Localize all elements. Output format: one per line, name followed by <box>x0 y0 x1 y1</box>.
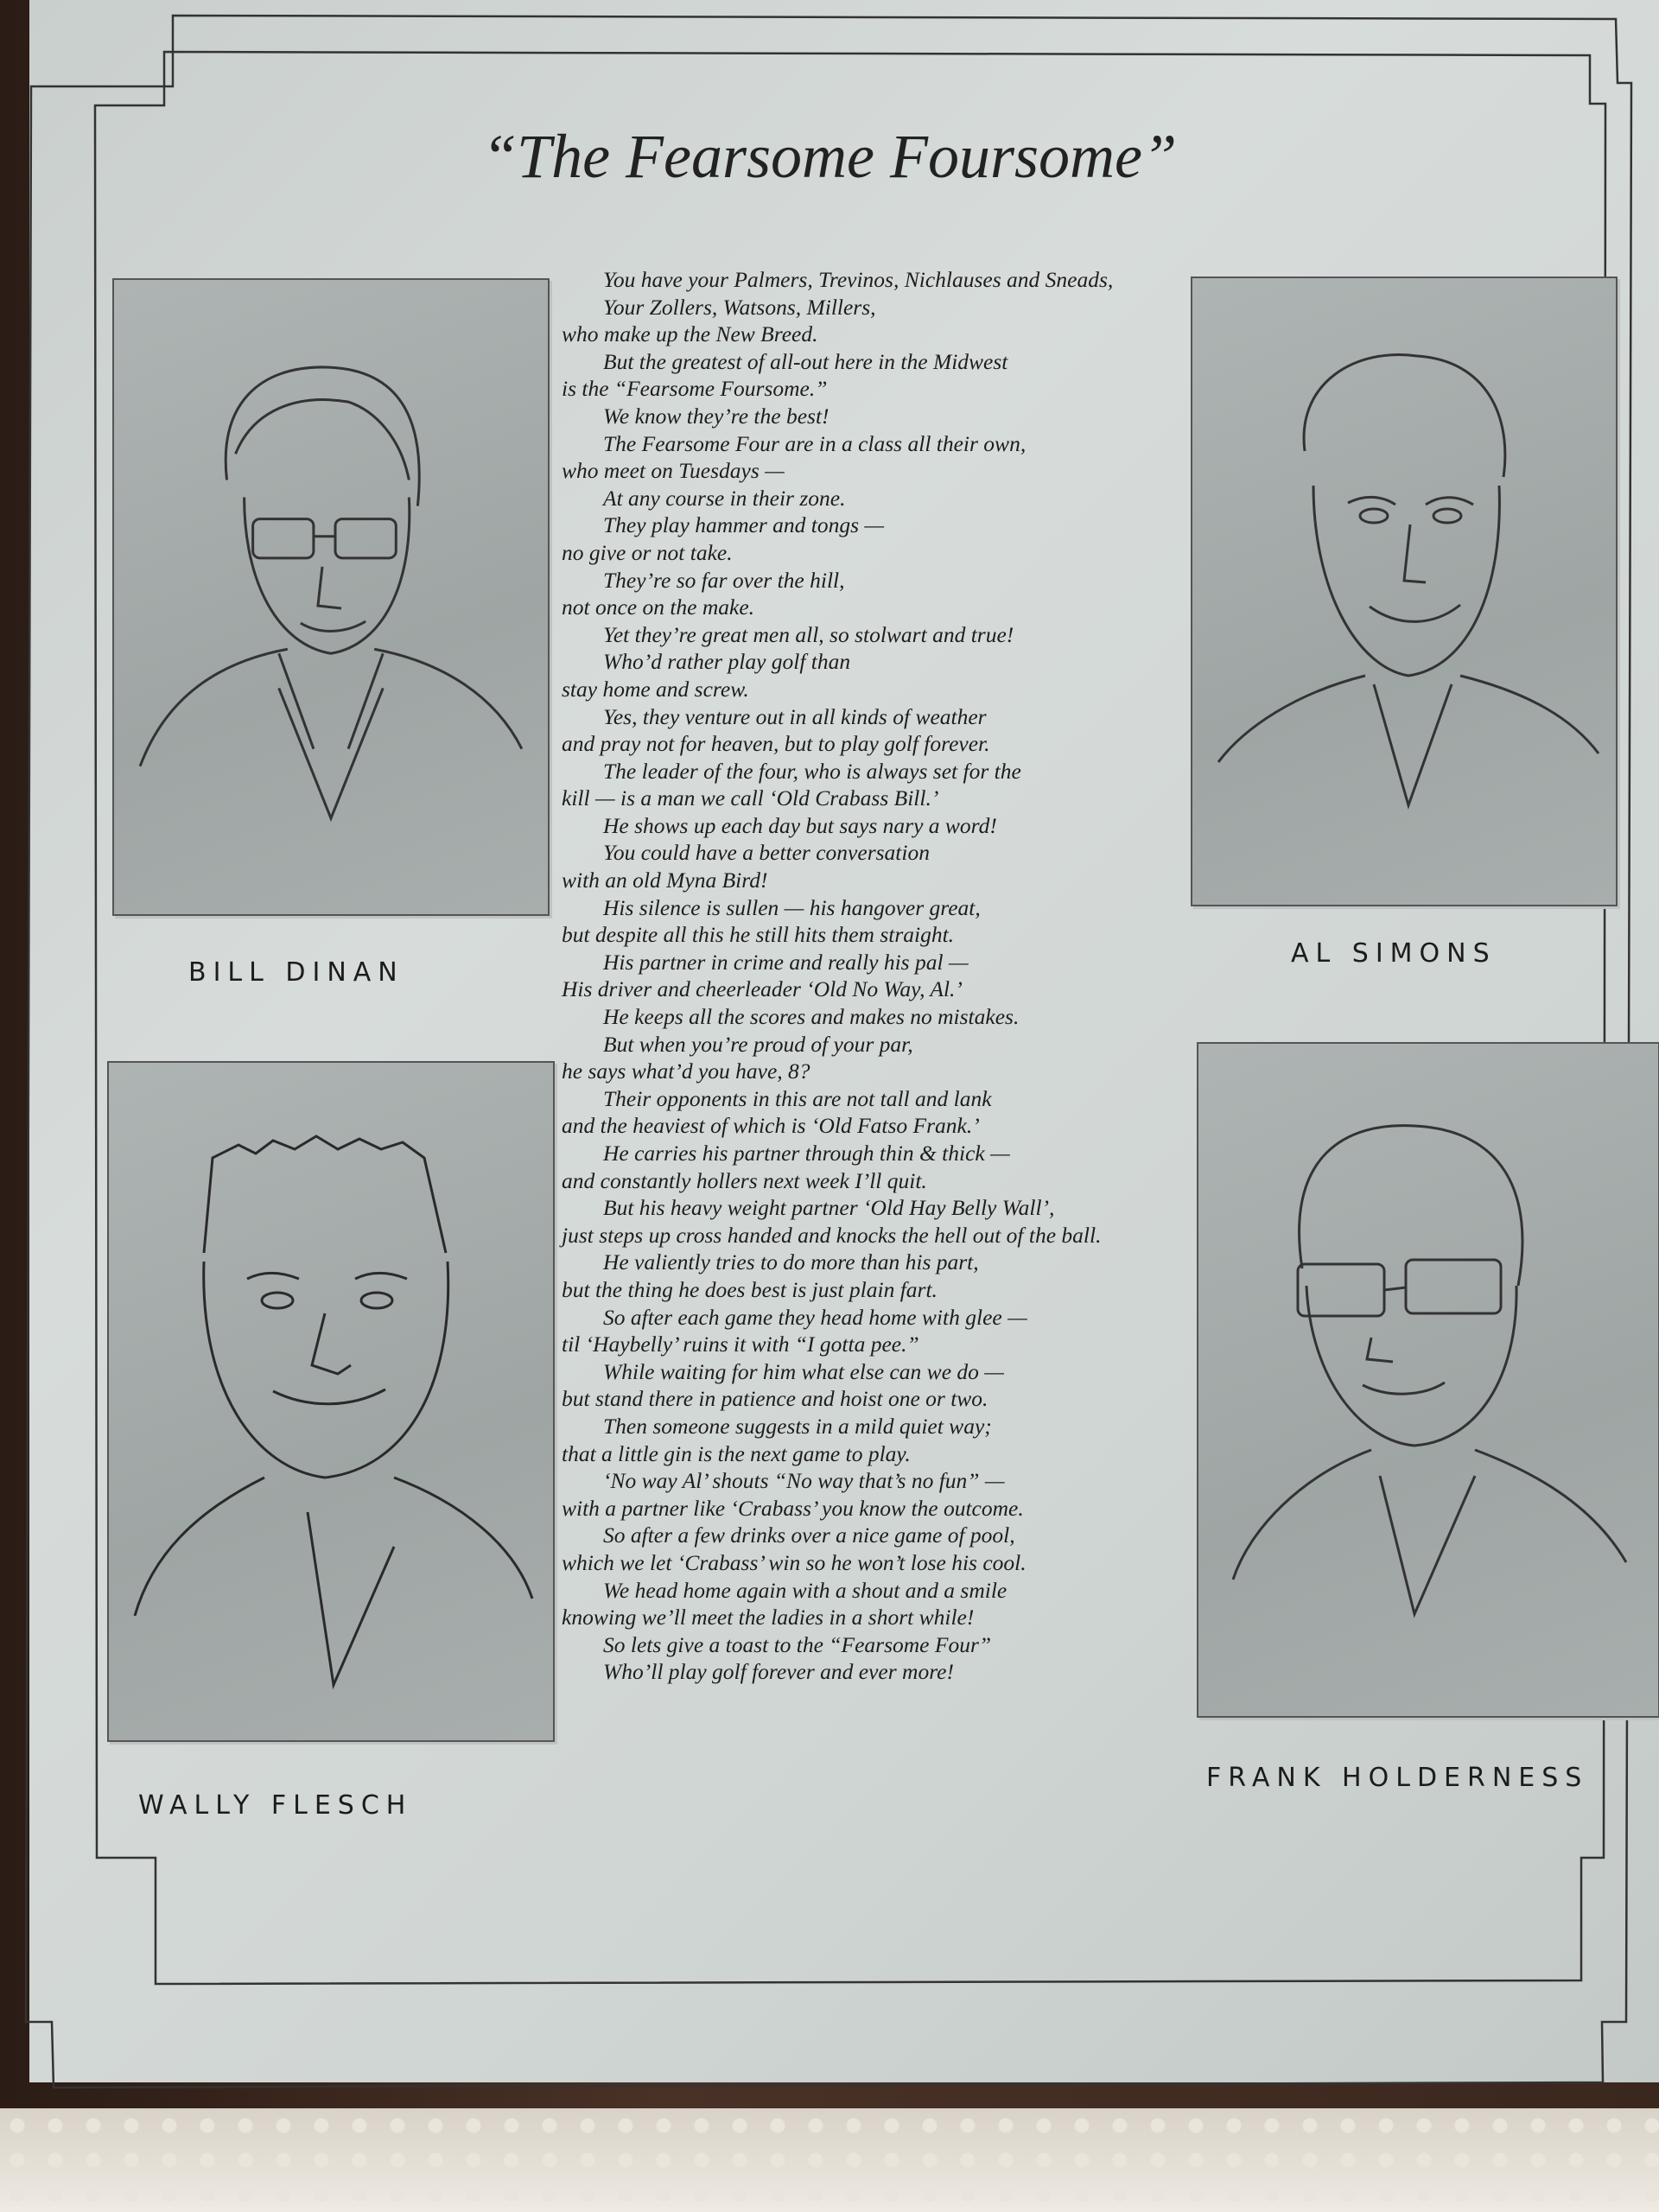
portrait-name-frank-holderness: FRANK HOLDERNESS <box>1206 1763 1589 1793</box>
poem-line: They play hammer and tongs — <box>603 512 885 538</box>
poem-line: So after each game they head home with glee — <box>603 1304 1027 1330</box>
poem-line: Then someone suggests in a mild quiet way; <box>603 1413 992 1439</box>
poem-line: til ‘Haybelly’ ruins it with “I gotta pee.” <box>562 1332 919 1357</box>
poem-line: and pray not for heaven, but to play golf forever. <box>562 731 990 757</box>
poem-line: just steps up cross handed and knocks the hell out of the ball. <box>562 1222 1102 1248</box>
poem-line: But when you’re proud of your par, <box>603 1031 913 1057</box>
poem-line: ‘No way Al’ shouts “No way that’s no fun” — <box>603 1468 1005 1494</box>
poem-line: At any course in their zone. <box>603 485 846 511</box>
poem-line: They’re so far over the hill, <box>603 567 845 593</box>
portrait-name-wally-flesch: WALLY FLESCH <box>138 1790 413 1821</box>
poem-line: The leader of the four, who is always set for the <box>603 758 1021 784</box>
poem-line: and constantly hollers next week I’ll quit. <box>562 1167 927 1193</box>
poem-line: that a little gin is the next game to play. <box>562 1440 911 1466</box>
poem-line: stay home and screw. <box>562 676 749 702</box>
poem-line: We head home again with a shout and a smile <box>603 1577 1007 1603</box>
poem-line: Their opponents in this are not tall and lank <box>603 1085 992 1111</box>
portrait-bill-dinan <box>112 278 550 916</box>
sketch-bald-man-glasses <box>1198 1044 1658 1716</box>
poem-line: he says what’d you have, 8? <box>562 1058 810 1084</box>
poem-line: So lets give a toast to the “Fearsome Four” <box>603 1631 992 1657</box>
page-title: “The Fearsome Foursome” <box>482 122 1177 191</box>
poem-line: So after a few drinks over a nice game of pool, <box>603 1522 1015 1548</box>
poem-line: His driver and cheerleader ‘Old No Way, Al.’ <box>562 976 963 1002</box>
poem-line: knowing we’ll meet the ladies in a short while! <box>562 1605 975 1630</box>
poem-line: with an old Myna Bird! <box>562 868 768 893</box>
poem-line: and the heaviest of which is ‘Old Fatso Frank.’ <box>562 1113 980 1139</box>
poem-line: He shows up each day but says nary a word! <box>603 812 997 838</box>
poem-line: which we let ‘Crabass’ win so he won’t lose his cool. <box>562 1549 1027 1575</box>
poem-line: You have your Palmers, Trevinos, Nichlauses and Sneads, <box>603 267 1114 292</box>
poem-line: kill — is a man we call ‘Old Crabass Bill.’ <box>562 785 939 811</box>
poem-line: Who’d rather play golf than <box>603 649 851 675</box>
poem-line: but the thing he does best is just plain fart. <box>562 1276 938 1302</box>
portrait-name-al-simons: AL SIMONS <box>1291 938 1497 969</box>
poem-line: who make up the New Breed. <box>562 321 818 347</box>
poem-line: Who’ll play golf forever and ever more! <box>603 1659 954 1685</box>
poem-line: no give or not take. <box>562 539 733 565</box>
sketch-man-smiling <box>1192 278 1616 905</box>
poem-line: Yet they’re great men all, so stolwart and true! <box>603 621 1014 647</box>
poem-line: but stand there in patience and hoist one or two. <box>562 1386 988 1412</box>
poem-line: The Fearsome Four are in a class all their own, <box>603 430 1027 456</box>
sketch-man-crewcut <box>109 1063 553 1740</box>
sketch-man-glasses <box>114 280 548 914</box>
poem-line: but despite all this he still hits them straight. <box>562 922 955 948</box>
poem-line: His partner in crime and really his pal — <box>603 949 969 975</box>
poem-text <box>562 266 1201 1686</box>
poem-line: Your Zollers, Watsons, Millers, <box>603 294 876 320</box>
poem-line: He valiently tries to do more than his part, <box>603 1249 979 1275</box>
poem-line: He carries his partner through thin & thick — <box>603 1141 1010 1166</box>
portrait-frank-holderness <box>1197 1042 1659 1718</box>
poem-line: with a partner like ‘Crabass’ you know the outcome. <box>562 1495 1024 1521</box>
poem-line: You could have a better conversation <box>603 840 930 866</box>
poem-line: is the “Fearsome Foursome.” <box>562 376 828 402</box>
portrait-al-simons <box>1191 276 1618 906</box>
poem-line: His silence is sullen — his hangover great, <box>603 894 981 920</box>
poem-line: Yes, they venture out in all kinds of weather <box>603 703 987 729</box>
portrait-wally-flesch <box>107 1061 555 1742</box>
poem-line: We know they’re the best! <box>603 403 830 429</box>
poem-line: But his heavy weight partner ‘Old Hay Belly Wall’, <box>603 1195 1055 1221</box>
poem-line: While waiting for him what else can we do — <box>603 1358 1004 1384</box>
poem-line: who meet on Tuesdays — <box>562 458 785 484</box>
poem-line: not once on the make. <box>562 594 755 620</box>
portrait-name-bill-dinan: BILL DINAN <box>188 957 404 988</box>
poem-line: But the greatest of all-out here in the Midwest <box>603 348 1008 374</box>
poem-line: He keeps all the scores and makes no mistakes. <box>603 1004 1020 1030</box>
